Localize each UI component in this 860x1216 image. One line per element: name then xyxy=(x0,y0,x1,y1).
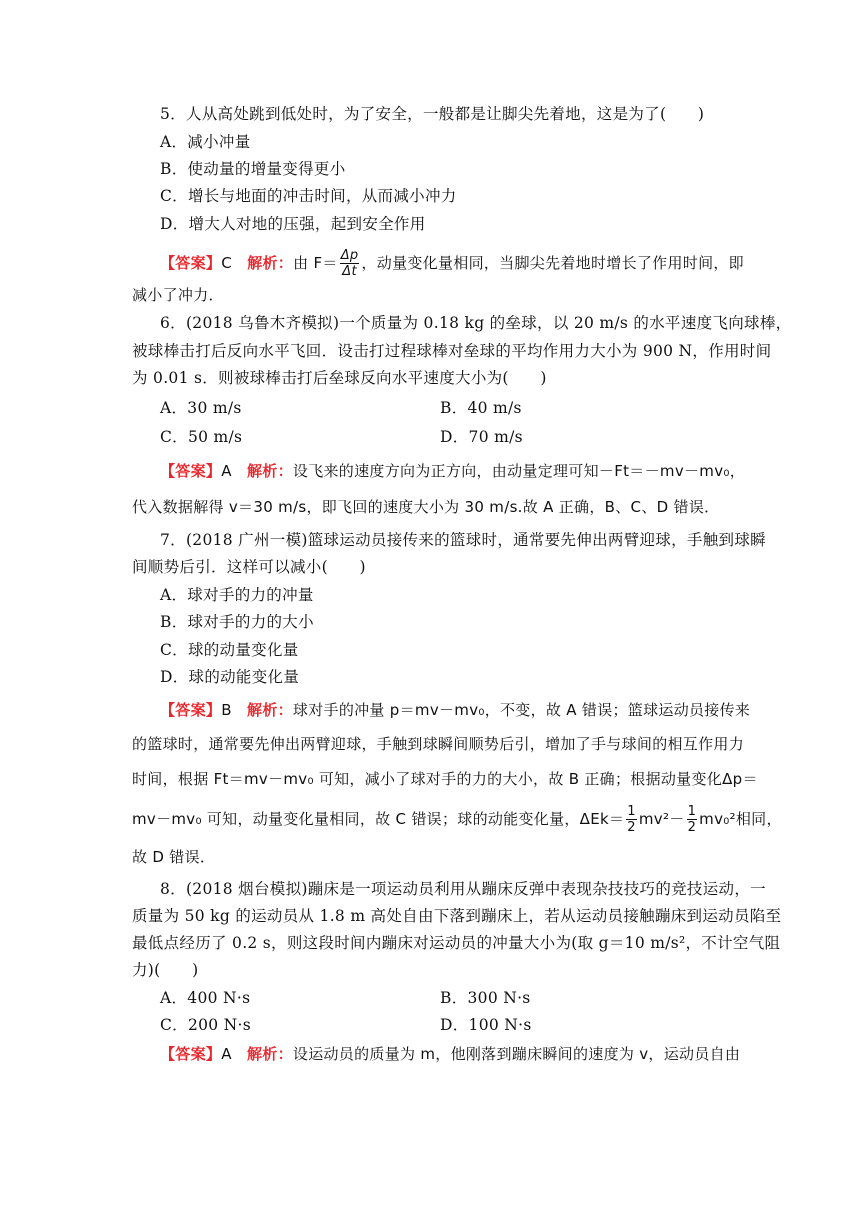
q7-option-a: A．球对手的力的冲量 xyxy=(160,586,314,604)
q5-answer-line xyxy=(160,248,760,279)
q6-stem-2: 被球棒击打后反向水平飞回．设击打过程球棒对垒球的平均作用力大小为 900 N，作用时间 xyxy=(132,342,772,360)
q6-stem-3: 为 0.01 s．则被球棒击打后垒球反向水平速度大小为( ) xyxy=(132,369,547,387)
q8-analysis-1: 设运动员的质量为 m，他刚落到蹦床瞬间的速度为 v，运动员自由 xyxy=(292,1045,741,1063)
q5-answer: C xyxy=(221,254,232,272)
answer-tag: 【答案】 xyxy=(160,1045,222,1063)
q7-answer-line xyxy=(160,699,760,721)
q7-analysis-4 xyxy=(132,804,782,835)
q8-stem-3: 最低点经历了 0.2 s，则这段时间内蹦床对运动员的冲量大小为(取 g＝10 m/s²，不计空气阻 xyxy=(132,934,781,952)
q8-option-a: A．400 N·s xyxy=(160,989,251,1007)
q8-option-c: C．200 N·s xyxy=(160,1016,252,1034)
half-fraction xyxy=(626,804,637,835)
q7-analysis-2: 的篮球时，通常要先伸出两臂迎球，手触到球瞬间顺势后引，增加了手与球间的相互作用力 xyxy=(132,735,745,753)
q8-option-d: D．100 N·s xyxy=(440,1016,532,1034)
q5-analysis-a: 由 F＝ xyxy=(293,254,338,272)
q7-option-b: B．球对手的力的大小 xyxy=(160,613,314,631)
q7-option-d: D．球的动能变化量 xyxy=(160,668,300,686)
q6-stem-1: 6．(2018 乌鲁木齐模拟)一个质量为 0.18 kg 的垒球，以 20 m/s 的水平速度飞向球棒， xyxy=(160,314,792,332)
q6-analysis-1: 设飞来的速度方向为正方向，由动量定理可知－Ft＝－mv－mv₀， xyxy=(292,462,745,480)
frac-denominator: Δt xyxy=(342,264,357,279)
q7-analysis-4c: mv₀²相同， xyxy=(699,810,782,828)
q6-answer-line xyxy=(160,460,760,482)
q5-option-b: B．使动量的增量变得更小 xyxy=(160,160,346,178)
frac-denominator: 2 xyxy=(687,820,697,835)
analysis-label: 解析： xyxy=(247,254,294,272)
q8-stem-4: 力)( ) xyxy=(132,961,199,979)
q6-answer: A xyxy=(221,462,232,480)
frac-denominator: 2 xyxy=(627,820,636,835)
frac-numerator: Δp xyxy=(340,248,359,263)
q7-stem-1: 7．(2018 广州一模)篮球运动员接传来的篮球时，通常要先伸出两臂迎球，手触到球瞬 xyxy=(160,531,766,549)
q5-stem: 5．人从高处跳到低处时，为了安全，一般都是让脚尖先着地，这是为了( ) xyxy=(160,105,705,123)
q5-analysis-c: 减小了冲力． xyxy=(132,286,224,304)
answer-tag: 【答案】 xyxy=(160,462,222,480)
q6-analysis-2: 代入数据解得 v＝30 m/s，即飞回的速度大小为 30 m/s.故 A 正确，B、C、D 错误． xyxy=(132,498,720,516)
answer-tag: 【答案】 xyxy=(160,701,222,719)
half-fraction xyxy=(687,804,698,835)
q7-answer: B xyxy=(221,701,232,719)
q7-analysis-3: 时间，根据 Ft＝mv－mv₀ 可知，减小了球对手的力的大小，故 B 正确；根据动量变化Δp＝ xyxy=(132,770,758,788)
analysis-label: 解析： xyxy=(247,701,293,719)
frac-numerator: 1 xyxy=(627,804,636,819)
q5-option-a: A．减小冲量 xyxy=(160,133,251,151)
q7-analysis-1: 球对手的冲量 p＝mv－mv₀，不变，故 A 错误；篮球运动员接传来 xyxy=(292,701,751,719)
q5-fraction xyxy=(340,248,360,279)
q8-stem-2: 质量为 50 kg 的运动员从 1.8 m 高处自由下落到蹦床上，若从运动员接触蹦床到运动员陷至 xyxy=(132,907,782,925)
q5-option-c: C．增长与地面的冲击时间，从而减小冲力 xyxy=(160,187,457,205)
q6-option-d: D．70 m/s xyxy=(440,428,523,446)
q6-option-b: B．40 m/s xyxy=(440,399,522,417)
q6-option-c: C．50 m/s xyxy=(160,428,243,446)
q8-answer: A xyxy=(221,1045,232,1063)
q5-analysis-b: ，动量变化量相同，当脚尖先着地时增长了作用时间，即 xyxy=(361,254,744,272)
q8-answer-line xyxy=(160,1043,760,1065)
analysis-label: 解析： xyxy=(246,1045,293,1063)
q8-option-b: B．300 N·s xyxy=(440,989,531,1007)
q5-option-d: D．增大人对地的压强，起到安全作用 xyxy=(160,215,426,233)
q7-stem-2: 间顺势后引．这样可以减小( ) xyxy=(132,558,366,576)
q7-option-c: C．球的动量变化量 xyxy=(160,641,299,659)
frac-numerator: 1 xyxy=(687,804,697,819)
answer-tag: 【答案】 xyxy=(160,254,222,272)
q7-analysis-4b: mv²－ xyxy=(638,810,685,828)
q7-analysis-5: 故 D 错误． xyxy=(132,848,216,866)
q6-option-a: A．30 m/s xyxy=(160,399,242,417)
q8-stem-1: 8．(2018 烟台模拟)蹦床是一项运动员利用从蹦床反弹中表现杂技技巧的竞技运动，一 xyxy=(160,880,766,898)
analysis-label: 解析： xyxy=(246,462,293,480)
q7-analysis-4a: mv－mv₀ 可知，动量变化量相同，故 C 错误；球的动能变化量，ΔEk＝ xyxy=(132,810,625,828)
